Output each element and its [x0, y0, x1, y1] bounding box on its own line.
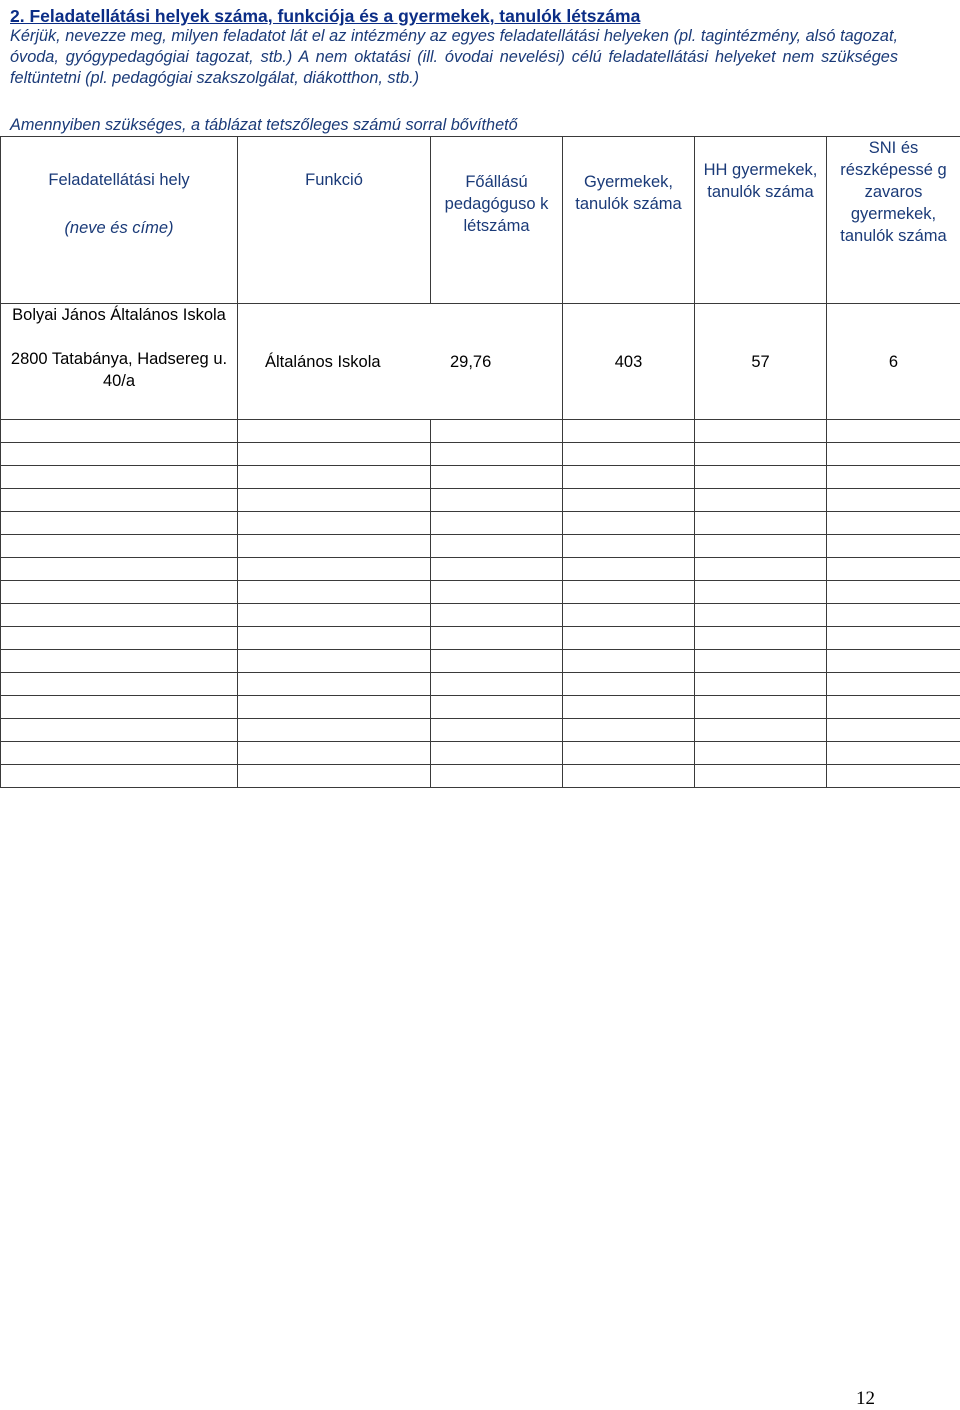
header-teachers: Főállású pedagóguso k létszáma	[431, 137, 563, 304]
empty-cell	[238, 742, 431, 765]
empty-row	[1, 581, 960, 604]
empty-row	[1, 466, 960, 489]
header-students: Gyermekek, tanulók száma	[563, 137, 695, 304]
empty-cell	[1, 719, 238, 742]
empty-row	[1, 604, 960, 627]
empty-cell	[827, 466, 960, 489]
cell-place	[1, 304, 238, 420]
empty-cell	[431, 420, 563, 443]
teachers-value: 29,76	[450, 353, 491, 371]
section-title: 2. Feladatellátási helyek száma, funkciója és a gyermekek, tanulók létszáma	[10, 6, 640, 27]
empty-cell	[431, 627, 563, 650]
empty-row	[1, 558, 960, 581]
empty-cell	[1, 420, 238, 443]
empty-cell	[827, 696, 960, 719]
empty-cell	[238, 558, 431, 581]
empty-cell	[563, 466, 695, 489]
empty-cell	[1, 466, 238, 489]
empty-cell	[1, 627, 238, 650]
empty-cell	[695, 650, 827, 673]
empty-cell	[238, 581, 431, 604]
empty-cell	[563, 673, 695, 696]
empty-cell	[695, 466, 827, 489]
empty-cell	[695, 443, 827, 466]
empty-cell	[695, 696, 827, 719]
empty-cell	[563, 742, 695, 765]
table-extension-note: Amennyiben szükséges, a táblázat tetszőleges számú sorral bővíthető	[10, 116, 518, 135]
empty-cell	[563, 512, 695, 535]
header-function: Funkció	[238, 137, 431, 304]
cell-students: 403	[563, 304, 695, 420]
empty-cell	[827, 489, 960, 512]
empty-cell	[431, 558, 563, 581]
empty-cell	[827, 443, 960, 466]
empty-cell	[827, 765, 960, 788]
empty-cell	[431, 604, 563, 627]
empty-row	[1, 489, 960, 512]
empty-row	[1, 627, 960, 650]
empty-cell	[695, 581, 827, 604]
empty-cell	[563, 765, 695, 788]
empty-cell	[431, 696, 563, 719]
empty-row	[1, 742, 960, 765]
header-sni: SNI és részképessé g zavaros gyermekek, tanulók száma	[827, 137, 960, 304]
empty-cell	[695, 558, 827, 581]
cell-sni: 6	[827, 304, 960, 420]
cell-hh: 57	[695, 304, 827, 420]
empty-cell	[827, 673, 960, 696]
facility-table	[0, 136, 960, 788]
empty-cell	[431, 719, 563, 742]
empty-cell	[695, 512, 827, 535]
section-intro: Kérjük, nevezze meg, milyen feladatot lát el az intézmény az egyes feladatellátási helyeken (pl. tagintézmény, alsó tagozat, óvoda, gyógypedagógiai tagozat, stb.) A nem oktatási (ill. óvodai nevelési) célú feladatellátási helyeket nem szükséges feltüntetni (pl. pedagógiai szakszolgálat, diákotthon, stb.)	[10, 26, 898, 89]
function-label: Általános Iskola	[265, 351, 450, 373]
empty-cell	[695, 719, 827, 742]
empty-cell	[1, 765, 238, 788]
empty-cell	[431, 765, 563, 788]
empty-cell	[238, 673, 431, 696]
empty-cell	[238, 466, 431, 489]
empty-cell	[563, 719, 695, 742]
cell-function	[238, 304, 563, 420]
empty-cell	[695, 627, 827, 650]
empty-cell	[1, 512, 238, 535]
empty-cell	[431, 742, 563, 765]
empty-cell	[1, 443, 238, 466]
empty-cell	[238, 535, 431, 558]
empty-row	[1, 535, 960, 558]
empty-cell	[431, 489, 563, 512]
empty-cell	[1, 673, 238, 696]
empty-cell	[563, 443, 695, 466]
empty-cell	[238, 443, 431, 466]
empty-cell	[431, 443, 563, 466]
empty-cell	[431, 512, 563, 535]
empty-cell	[695, 604, 827, 627]
empty-cell	[1, 604, 238, 627]
header-place	[1, 137, 238, 304]
header-hh: HH gyermekek, tanulók száma	[695, 137, 827, 304]
header-place-label: Feladatellátási hely	[48, 171, 189, 189]
empty-cell	[238, 765, 431, 788]
empty-cell	[827, 742, 960, 765]
empty-cell	[1, 535, 238, 558]
empty-row	[1, 765, 960, 788]
empty-row	[1, 420, 960, 443]
empty-cell	[827, 558, 960, 581]
empty-cell	[238, 719, 431, 742]
empty-cell	[238, 627, 431, 650]
empty-row	[1, 673, 960, 696]
page-number: 12	[856, 1388, 875, 1410]
empty-cell	[827, 535, 960, 558]
place-address: 2800 Tatabánya, Hadsereg u. 40/a	[1, 348, 237, 392]
empty-cell	[238, 489, 431, 512]
empty-cell	[238, 512, 431, 535]
empty-cell	[1, 489, 238, 512]
empty-cell	[1, 650, 238, 673]
empty-cell	[238, 650, 431, 673]
empty-cell	[238, 604, 431, 627]
empty-cell	[827, 604, 960, 627]
empty-row	[1, 650, 960, 673]
empty-row	[1, 443, 960, 466]
empty-cell	[563, 558, 695, 581]
empty-cell	[827, 650, 960, 673]
empty-cell	[695, 535, 827, 558]
empty-cell	[695, 489, 827, 512]
place-name: Bolyai János Általános Iskola	[1, 304, 237, 326]
empty-cell	[827, 420, 960, 443]
empty-cell	[827, 627, 960, 650]
empty-cell	[1, 696, 238, 719]
empty-row	[1, 512, 960, 535]
empty-cell	[695, 765, 827, 788]
empty-cell	[695, 420, 827, 443]
header-place-sub: (neve és címe)	[1, 217, 237, 239]
empty-row	[1, 696, 960, 719]
empty-cell	[695, 673, 827, 696]
empty-cell	[563, 650, 695, 673]
empty-cell	[563, 581, 695, 604]
empty-cell	[431, 673, 563, 696]
empty-cell	[563, 535, 695, 558]
empty-cell	[563, 627, 695, 650]
empty-cell	[563, 420, 695, 443]
empty-cell	[563, 489, 695, 512]
empty-cell	[431, 650, 563, 673]
empty-cell	[431, 466, 563, 489]
table-header-row	[1, 137, 960, 304]
empty-cell	[1, 581, 238, 604]
empty-row	[1, 719, 960, 742]
empty-cell	[695, 742, 827, 765]
table-row	[1, 304, 960, 420]
empty-cell	[1, 558, 238, 581]
empty-cell	[827, 719, 960, 742]
empty-cell	[431, 581, 563, 604]
empty-cell	[1, 742, 238, 765]
empty-cell	[563, 696, 695, 719]
empty-cell	[238, 696, 431, 719]
empty-cell	[563, 604, 695, 627]
empty-cell	[827, 581, 960, 604]
empty-cell	[827, 512, 960, 535]
empty-cell	[431, 535, 563, 558]
empty-cell	[238, 420, 431, 443]
